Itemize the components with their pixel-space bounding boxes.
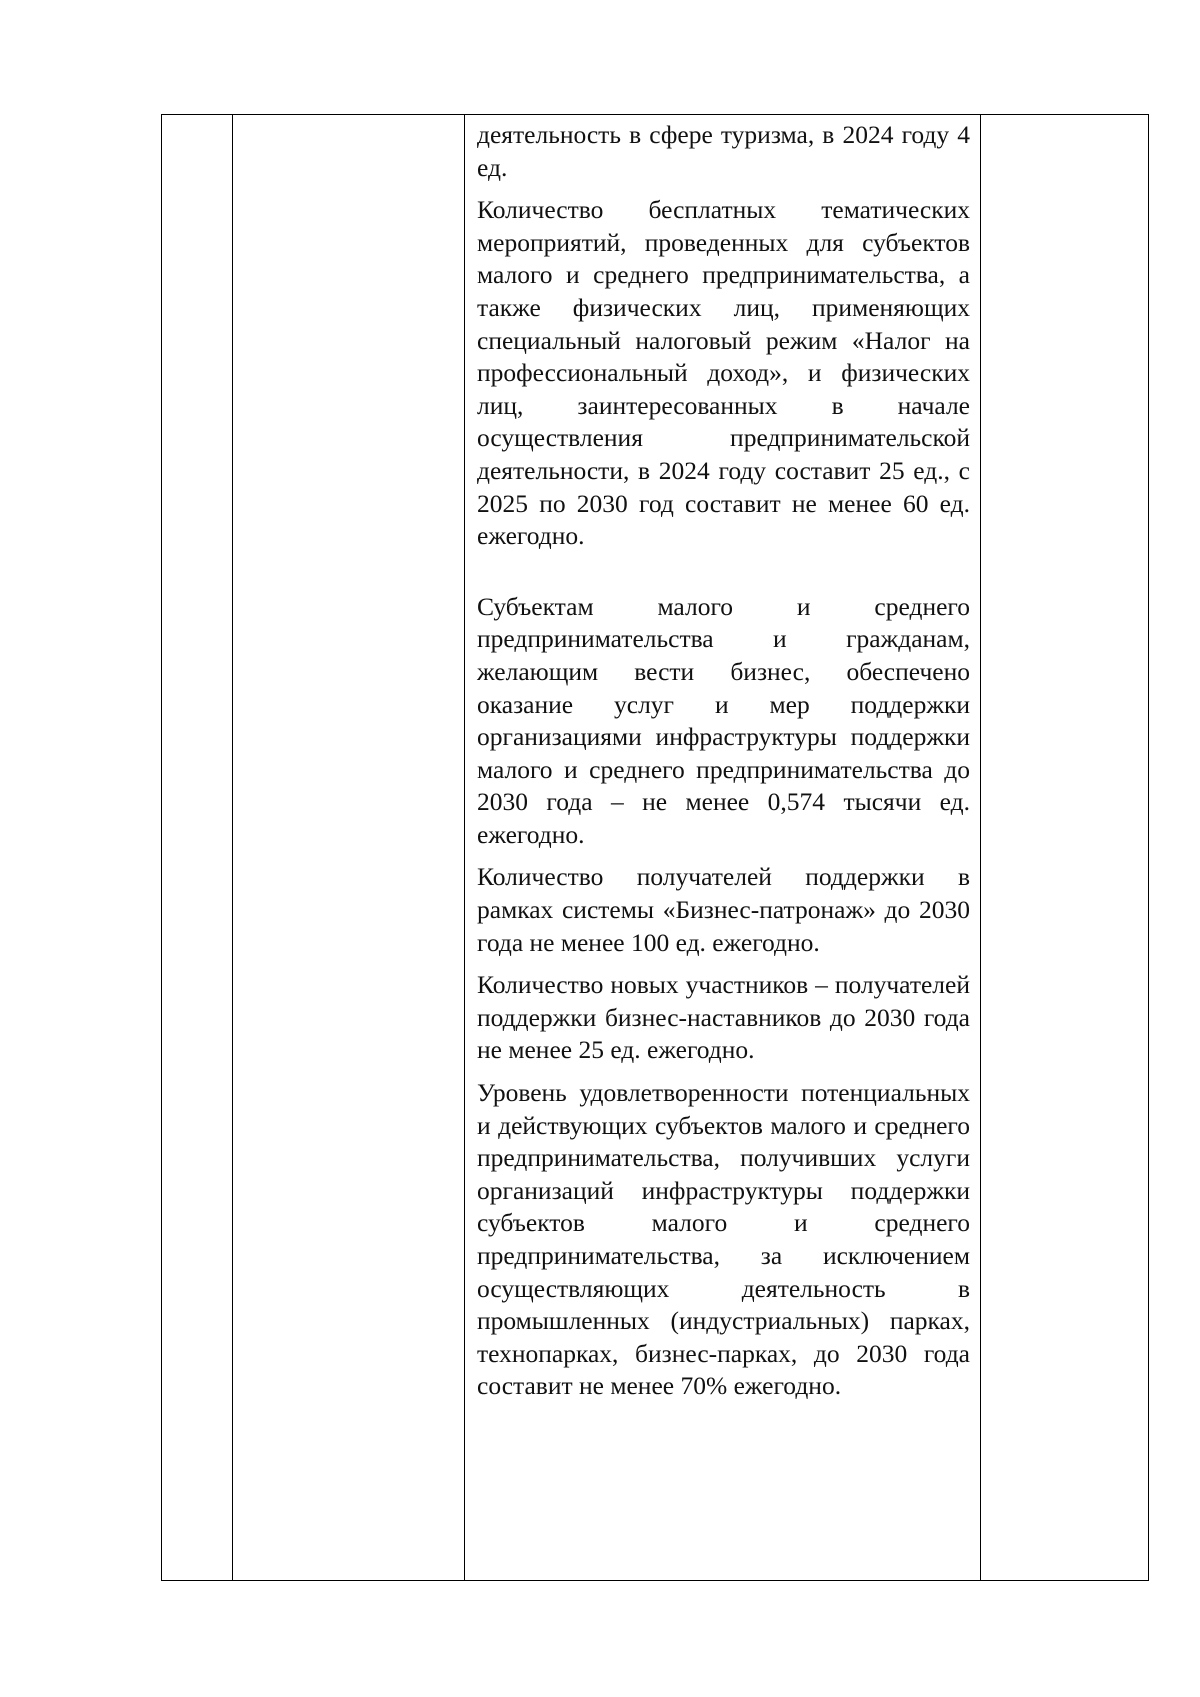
result-paragraph-business-patronage: Количество получателей поддержки в рамках системы «Бизнес-патронаж» до 2030 года не менее 100 ед. ежегодно.	[477, 862, 970, 957]
results-table	[161, 114, 1149, 1581]
result-paragraph-satisfaction: Уровень удовлетворенности потенциальных и действующих субъектов малого и среднего предпринимательства, получивших услуги организаций инфраструктуры поддержки субъектов малого и среднего предпринимательства, за исключением осуществляющих деятельность в промышленных (индустриальных) парках, технопарках, бизнес-парках, до 2030 года составит не менее 70% ежегодно.	[477, 1078, 970, 1401]
table-column-name	[233, 115, 465, 1580]
result-paragraph-infrastructure: Субъектам малого и среднего предпринимательства и гражданам, желающим вести бизнес, обеспечено оказание услуг и мер поддержки организациями инфраструктуры поддержки малого и среднего предпринимательства до 2030 года – не менее 0,574 тысячи ед. ежегодно.	[477, 591, 970, 849]
table-column-number	[162, 115, 233, 1580]
result-paragraph-tourism: деятельность в сфере туризма, в 2024 году 4 ед.	[477, 120, 970, 182]
result-paragraph-events: Количество бесплатных тематических мероприятий, проведенных для субъектов малого и среднего предпринимательства, а также физических лиц, применяющих специальный налоговый режим «Налог на профессиональный доход», и физических лиц, заинтересованных в начале осуществления предпринимательской деятельности, в 2024 году составит 25 ед., с 2025 по 2030 год составит не менее 60 ед. ежегодно.	[477, 195, 970, 551]
result-paragraph-mentors: Количество новых участников – получателей поддержки бизнес-наставников до 2030 года не менее 25 ед. ежегодно.	[477, 970, 970, 1065]
table-column-results	[465, 115, 981, 1580]
table-column-notes	[981, 115, 1148, 1580]
